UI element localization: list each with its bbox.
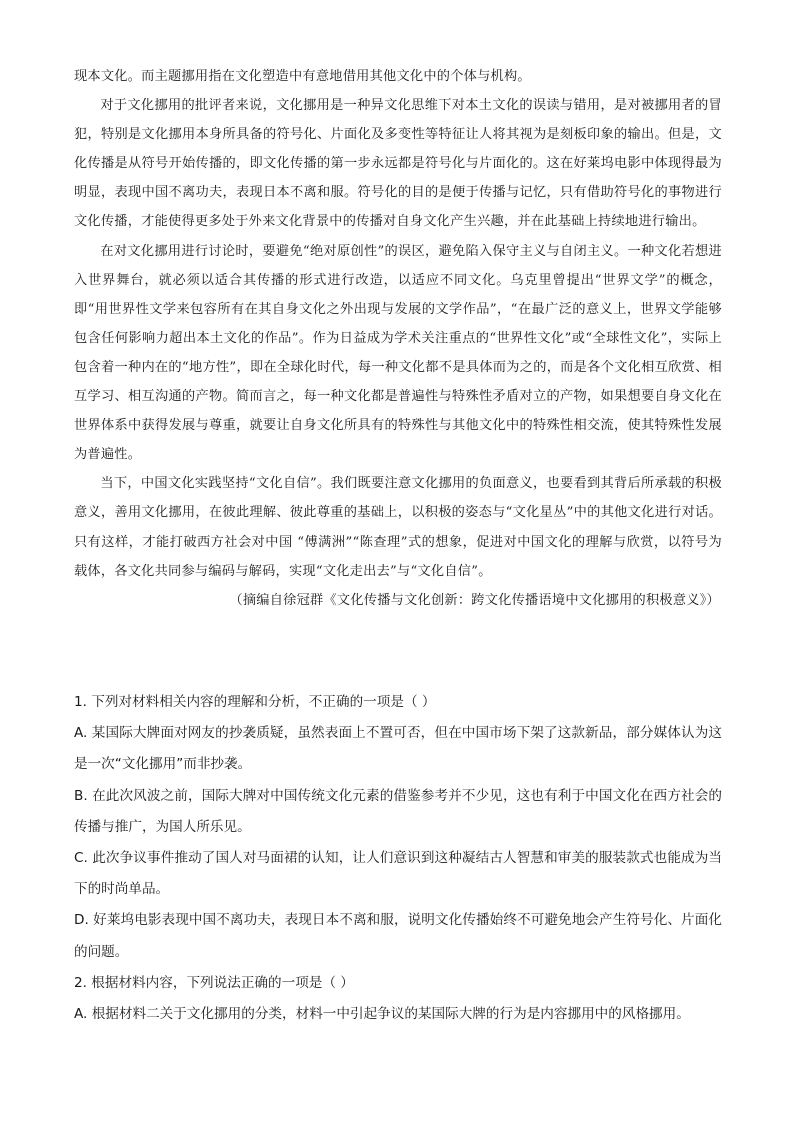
question-2-stem: 2. 根据材料内容，下列说法正确的一项是（ ）	[74, 974, 354, 991]
question-1-option-d: D. 好莱坞电影表现中国不离功夫，表现日本不离和服，说明文化传播始终不可避免地会产生符号化、片面化的问题。	[74, 912, 722, 960]
question-section	[74, 687, 722, 1030]
question-1-option-c: C. 此次争议事件推动了国人对马面裙的认知，让人们意识到这种凝结古人智慧和审美的服装款式也能成为当下的时尚单品。	[74, 850, 722, 898]
passage-paragraph-2: 对于文化挪用的批评者来说，文化挪用是一种异文化思维下对本土文化的误读与错用，是对被挪用者的冒犯，特别是文化挪用本身所具备的符号化、片面化及多变性等特征让人将其视为是刻板印象的输出。但是，文化传播是从符号开始传播的，即文化传播的第一步永远都是符号化与片面化的。这在好莱坞电影中体现得最为明显，表现中国不离功夫，表现日本不离和服。符号化的目的是便于传播与记忆，只有借助符号化的事物进行文化传播，才能使得更多处于外来文化背景中的传播对自身文化产生兴趣，并在此基础上持续地进行输出。	[74, 98, 722, 230]
reading-passage	[74, 62, 722, 615]
passage-paragraph-4: 当下，中国文化实践坚持“文化自信”。我们既要注意文化挪用的负面意义，也要看到其背后所承载的积极意义，善用文化挪用，在彼此理解、彼此尊重的基础上，以积极的姿态与“文化星丛”中的其他文化进行对话。只有这样，才能打破西方社会对中国 “傅满洲”“陈查理”式的想象，促进对中国文化的理解与欣赏，以符号为载体，各文化共同参与编码与解码，实现“文化走出去”与“文化自信”。	[74, 476, 722, 579]
question-1-option-b: B. 在此次风波之前，国际大牌对中国传统文化元素的借鉴参考并不少见，这也有利于中国文化在西方社会的传播与推广，为国人所乐见。	[74, 787, 722, 835]
question-1-option-a: A. 某国际大牌面对网友的抄袭质疑，虽然表面上不置可否，但在中国市场下架了这款新品，部分媒体认为这是一次“文化挪用”而非抄袭。	[74, 725, 722, 773]
question-1-stem: 1. 下列对材料相关内容的理解和分析，不正确的一项是（ ）	[74, 694, 436, 710]
passage-paragraph-1: 现本文化。而主题挪用指在文化塑造中有意地借用其他文化中的个体与机构。	[74, 69, 531, 84]
passage-source-citation: （摘编自徐冠群《文化传播与文化创新：跨文化传播语境中文化挪用的积极意义》）	[229, 592, 720, 608]
passage-paragraph-3: 在对文化挪用进行讨论时，要避免“绝对原创性”的误区，避免陷入保守主义与自闭主义。一种文化若想进入世界舞台，就必须以适合其传播的形式进行改造，以适应不同文化。乌克里曾提出“世界文学”的概念，即“用世界性文学来包容所有在其自身文化之外出现与发展的文学作品”，“在最广泛的意义上，世界文学能够包含任何影响力超出本土文化的作品”。作为日益成为学术关注重点的“世界性文化”或“全球性文化”，实际上包含着一种内在的“地方性”，即在全球化时代，每一种文化都不是具体而为之的，而是各个文化相互欣赏、相互学习、相互沟通的产物。简而言之，每一种文化都是普遍性与特殊性矛盾对立的产物，如果想要自身文化在世界体系中获得发展与尊重，就要让自身文化所具有的特殊性与其他文化中的特殊性相交流，使其特殊性发展为普遍性。	[74, 243, 722, 463]
question-2-option-a: A. 根据材料二关于文化挪用的分类，材料一中引起争议的某国际大牌的行为是内容挪用中的风格挪用。	[74, 1006, 690, 1023]
